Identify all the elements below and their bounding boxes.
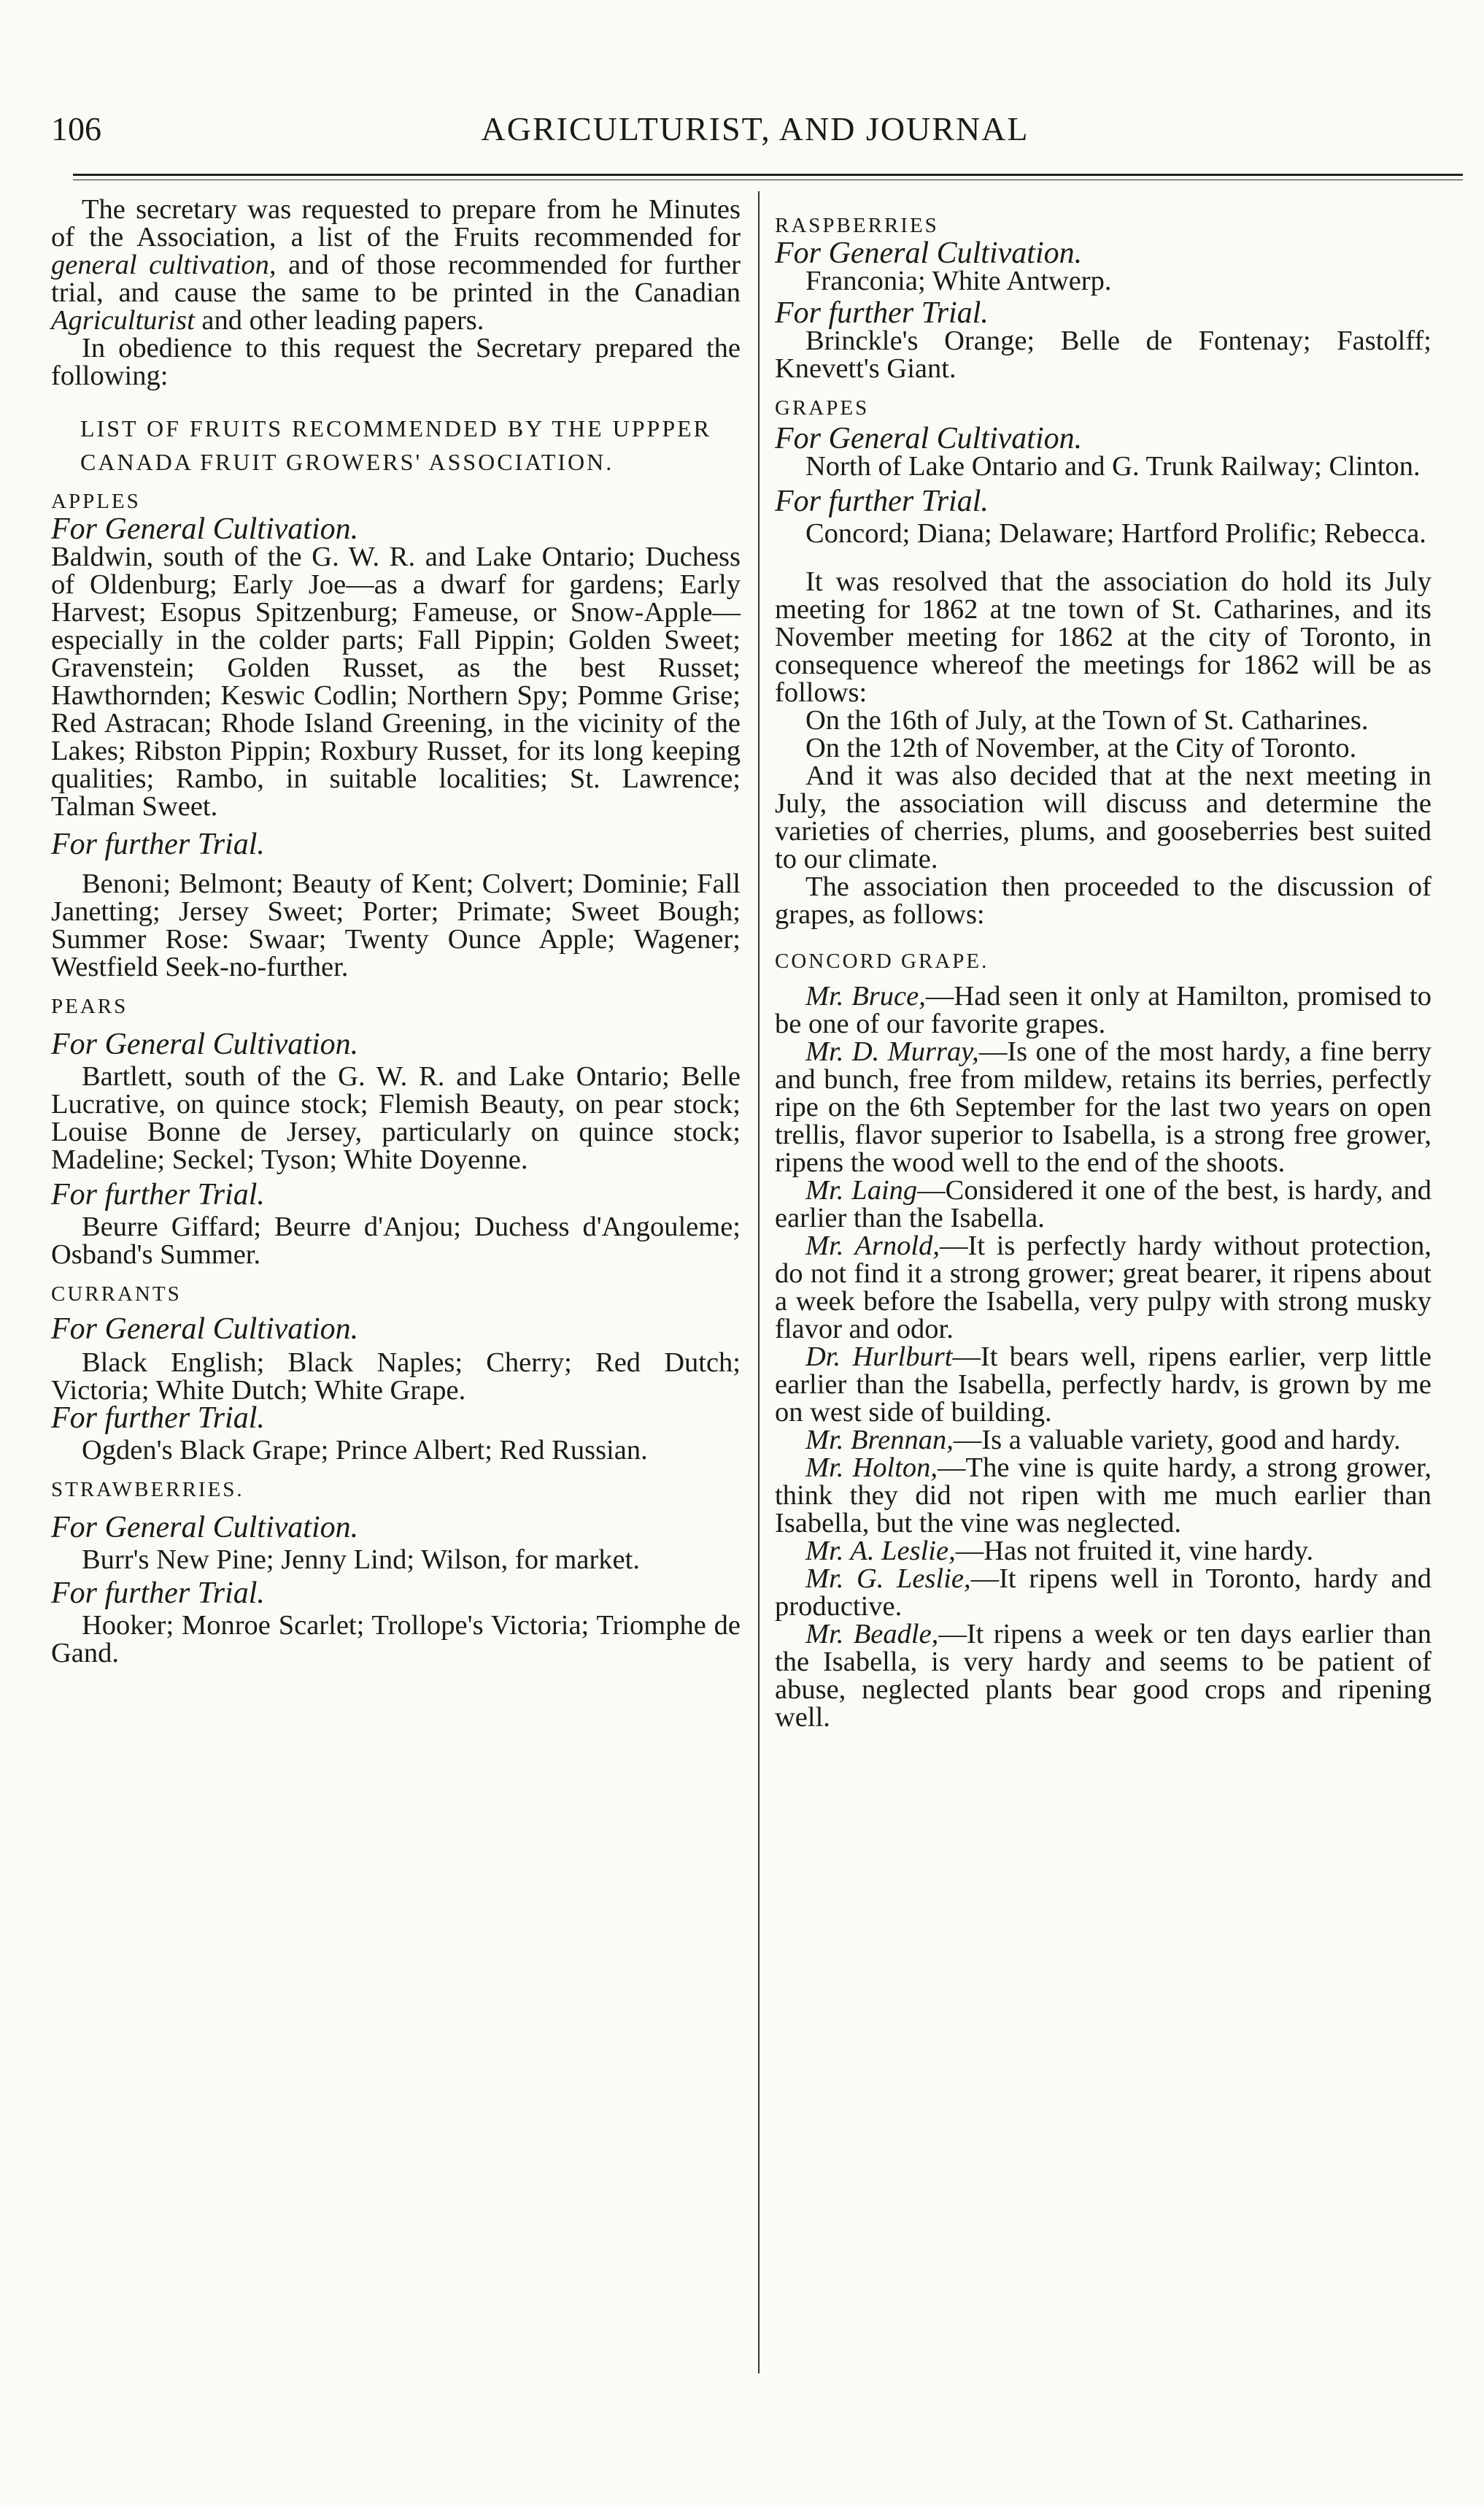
apples-further-list: Benoni; Belmont; Beauty of Kent; Colvert; Dominie; Fall Janetting; Jersey Sweet; Porter; Primate; Sweet Bough; Summer Rose: Swaar; Twenty Ounce Apple; Wagener; Westfield Seek-no-further. [51,869,741,982]
page-number: 106 [51,110,101,147]
grapes-further-list: Concord; Diana; Delaware; Hartford Prolific; Rebecca. [805,518,1426,549]
pears-further-list: Beurre Giffard; Beurre d'Anjou; Duchess d'Angouleme; Osband's Summer. [51,1212,741,1270]
apples-general-list: Baldwin, south of the G. W. R. and Lake Ontario; Duchess of Oldenburg; Early Joe—as a dwarf for gardens; Early Harvest; Esopus Spitzenburg; Fameuse, or Snow-Apple—especially in the colder parts; Fall Pippin; Golden Sweet; Gravenstein; Golden Russet, as the best Russet; Hawthornden; Keswic Codlin; Northern Spy; Pomme Grise; Red Astracan; Rhode Island Greening, in the vicinity of the Lakes; Ribston Pippin; Roxbury Russet, for its long keeping qualities; Rambo, in suitable localities; St. Lawrence; Talman Sweet. [51,542,741,822]
speaker-name: Mr. A. Leslie, [805,1536,956,1566]
speaker-entry: Mr. Beadle,—It ripens a week or ten days earlier than the Isabella, is very hardy and seems to be patient of abuse, neglected plants bear good crops and ripening well. [775,1619,1431,1733]
pears-general-list: Bartlett, south of the G. W. R. and Lake Ontario; Belle Lucrative, on quince stock; Flemish Beauty, on pear stock; Louise Bonne de Jersey, particularly on quince stock; Madeline; Seckel; Tyson; White Doyenne. [51,1061,741,1175]
speaker-name: Mr. D. Murray, [805,1036,979,1067]
speaker-name: Mr. Beadle, [805,1619,939,1649]
grapes-further-heading: For further Trial. [775,485,989,518]
speaker-name: Mr. Bruce, [805,981,926,1012]
apples-heading: APPLES [51,490,141,513]
strawberries-further-heading: For further Trial. [51,1576,265,1610]
speaker-entry: Mr. Arnold,—It is perfectly hardy without protection, do not find it a strong grower; great bearer, it ripens about a week before the Isabella, very pulpy with strong musky flavor and odor. [775,1231,1431,1344]
speaker-entry: Mr. D. Murray,—Is one of the most hardy, a fine berry and bunch, free from mildew, retains its berries, perfectly ripe on the 6th September for the last two years on open trellis, flavor superior to Isabella, is a strong free grower, ripens the wood well to the end of the shoots. [775,1036,1431,1178]
raspberries-further-heading: For further Trial. [775,296,989,330]
currants-general-heading: For General Cultivation. [51,1312,359,1346]
raspberries-heading: RASPBERRIES [775,214,939,237]
speaker-list [775,982,1431,1731]
speaker-name: Mr. Arnold, [805,1231,940,1261]
currants-further-list: Ogden's Black Grape; Prince Albert; Red Russian. [82,1435,648,1466]
speaker-entry: Mr. Brennan,—Is a valuable variety, good and hardy. [805,1425,1401,1455]
column-divider [758,191,760,2373]
currants-heading: CURRANTS [51,1282,182,1306]
page-header [51,109,1459,153]
decided-paragraph: And it was also decided that at the next meeting in July, the association will discuss and determine the varieties of cherries, plums, and gooseberries best suited to our climate. [775,760,1431,874]
pears-heading: PEARS [51,995,128,1018]
speaker-name: Dr. Hurlburt [805,1341,953,1372]
grapes-general-heading: For General Cultivation. [775,422,1083,455]
speaker-name: Mr. Laing [805,1175,918,1206]
left-column [51,196,741,1667]
currants-general-list: Black English; Black Naples; Cherry; Red Dutch; Victoria; White Dutch; White Grape. [51,1347,741,1406]
pears-further-heading: For further Trial. [51,1178,265,1212]
list-title: LIST OF FRUITS RECOMMENDED BY THE UPPPER CANADA FRUIT GROWERS' ASSOCIATION. [80,415,711,475]
pears-general-heading: For General Cultivation. [51,1028,359,1061]
speaker-entry: Mr. Laing—Considered it one of the best, is hardy, and earlier than the Isabella. [775,1175,1431,1233]
speaker-entry: Dr. Hurlburt—It bears well, ripens earlier, verp little earlier than the Isabella, perfectly hardv, is grown by me on west side of building. [775,1341,1431,1428]
intro-paragraph: The secretary was requested to prepare from he Minutes of the Association, a list of the Fruits recommended for general cultivation, and of those recommended for further trial, and cause the same to be printed in the Canadian Agriculturist and other leading papers. [51,194,741,336]
speaker-entry: Mr. A. Leslie,—Has not fruited it, vine hardy. [805,1536,1314,1566]
strawberries-heading: STRAWBERRIES. [51,1478,244,1501]
grapes-heading: GRAPES [775,396,870,420]
speaker-entry: Mr. G. Leslie,—It ripens well in Toronto, hardy and productive. [775,1563,1431,1622]
strawberries-further-list: Hooker; Monroe Scarlet; Trollope's Victoria; Triomphe de Gand. [51,1610,741,1668]
speaker-name: Mr. Holton, [805,1452,938,1483]
speaker-entry: Mr. Bruce,—Had seen it only at Hamilton, promised to be one of our favorite grapes. [775,981,1431,1039]
speaker-entry: Mr. Holton,—The vine is quite hardy, a strong grower, think they did not ripen with me much earlier than Isabella, but the vine was neglected. [775,1452,1431,1539]
obedience-paragraph: In obedience to this request the Secretary prepared the following: [51,333,741,391]
apples-further-heading: For further Trial. [51,828,265,861]
apples-general-heading: For General Cultivation. [51,512,359,546]
header-rule-thick [73,174,1463,176]
raspberries-further-list: Brinckle's Orange; Belle de Fontenay; Fastolff; Knevett's Giant. [775,326,1431,384]
raspberries-general-list: Franconia; White Antwerp. [805,266,1112,296]
november-meeting: On the 12th of November, at the City of Toronto. [805,733,1357,763]
running-title: AGRICULTURIST, AND JOURNAL [481,110,1029,147]
speaker-name: Mr. Brennan, [805,1425,954,1455]
concord-grape-heading: CONCORD GRAPE. [775,950,989,973]
resolved-paragraph: It was resolved that the association do hold its July meeting for 1862 at tne town of St. Catharines, and its November meeting for 1862 at the city of Toronto, in consequence whereof the meetings for 1862 will be as follows: [775,566,1431,708]
speaker-name: Mr. G. Leslie, [805,1563,971,1594]
strawberries-general-heading: For General Cultivation. [51,1511,359,1544]
strawberries-general-list: Burr's New Pine; Jenny Lind; Wilson, for market. [82,1544,640,1575]
raspberries-general-heading: For General Cultivation. [775,236,1083,270]
july-meeting: On the 16th of July, at the Town of St. Catharines. [805,705,1369,736]
currants-further-heading: For further Trial. [51,1401,265,1435]
right-column [775,212,1431,1731]
proceeded-paragraph: The association then proceeded to the discussion of grapes, as follows: [775,871,1431,930]
grapes-general-list: North of Lake Ontario and G. Trunk Railway; Clinton. [805,451,1421,482]
